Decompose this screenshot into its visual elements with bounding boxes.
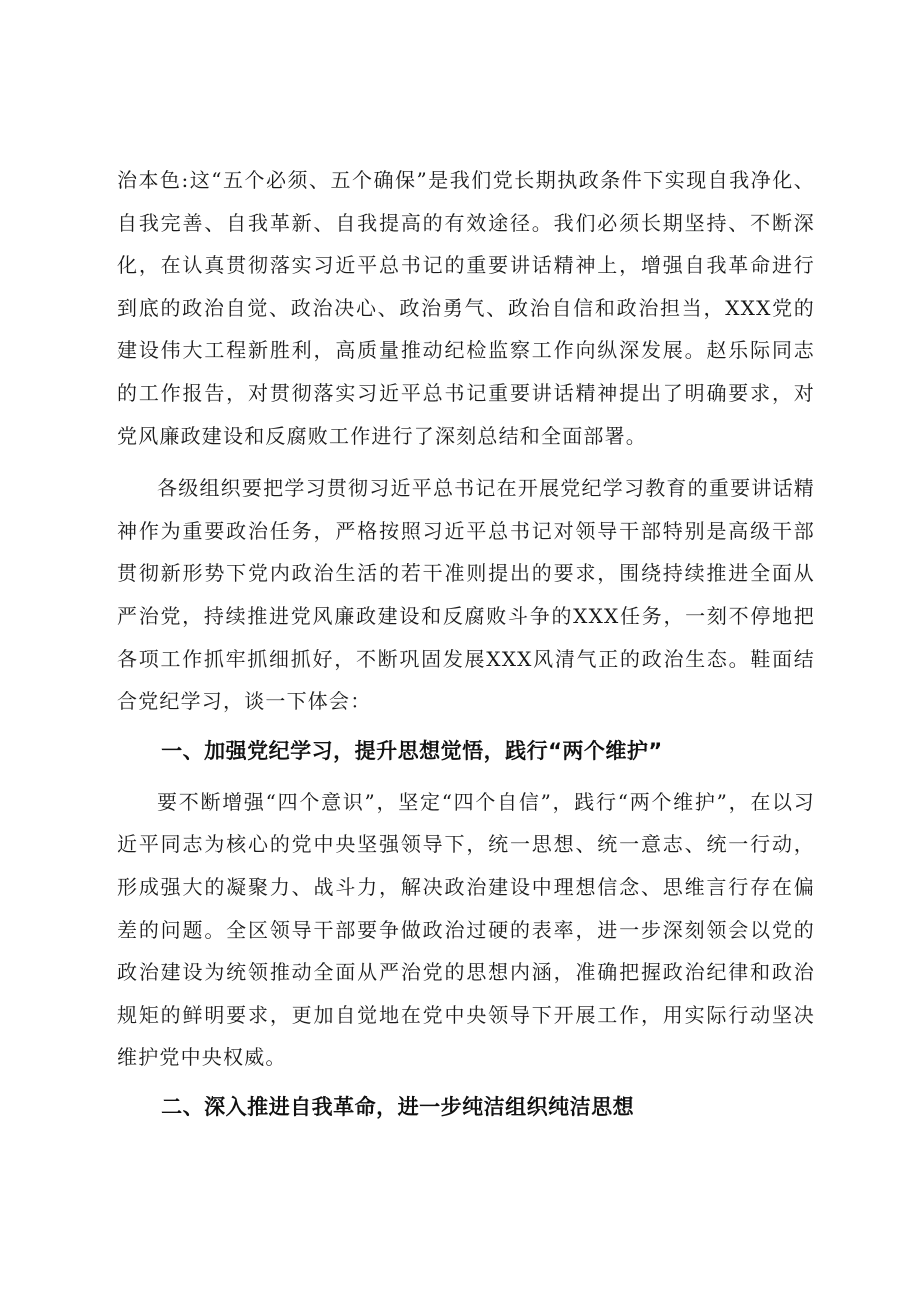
paragraph-organizations: 各级组织要把学习贯彻习近平总书记在开展党纪学习教育的重要讲话精神作为重要政治任务，严格按照习近平总书记对领导干部特别是高级干部贯彻新形势下党内政治生活的若干准则提出的要求，围绕持续推进全面从严治党，持续推进党风廉政建设和反腐败斗争的XXX任务，一刻不停地把各项工作抓牢抓细抓好，不断巩固发展XXX风清气正的政治生态。鞋面结合党纪学习，谈一下体会： — [117, 476, 815, 714]
section-heading-1: 一、加强党纪学习，提升思想觉悟，践行“两个维护” — [161, 738, 663, 763]
paragraph-section-1: 要不断增强“四个意识”，坚定“四个自信”，践行“两个维护”，在以习近平同志为核心的党中央坚强领导下，统一思想、统一意志、统一行动，形成强大的凝聚力、战斗力，解决政治建设中理想信念、思维言行存在偏差的问题。全区领导干部要争做政治过硬的表率，进一步深刻领会以党的政治建设为统领推动全面从严治党的思想内涵，准确把握政治纪律和政治规矩的鲜明要求，更加自觉地在党中央领导下开展工作，用实际行动坚决维护党中央权威。 — [117, 789, 815, 1070]
document-body — [117, 159, 815, 1137]
section-heading-2: 二、深入推进自我革命，进一步纯洁组织纯洁思想 — [161, 1094, 635, 1119]
paragraph-continuation: 治本色:这“五个必须、五个确保”是我们党长期执政条件下实现自我净化、自我完善、自我革新、自我提高的有效途径。我们必须长期坚持、不断深化，在认真贯彻落实习近平总书记的重要讲话精神上，增强自我革命进行到底的政治自觉、政治决心、政治勇气、政治自信和政治担当，XXX党的建设伟大工程新胜利，高质量推动纪检监察工作向纵深发展。赵乐际同志的工作报告，对贯彻落实习近平总书记重要讲话精神提出了明确要求，对党风廉政建设和反腐败工作进行了深刻总结和全面部署。 — [117, 168, 815, 448]
